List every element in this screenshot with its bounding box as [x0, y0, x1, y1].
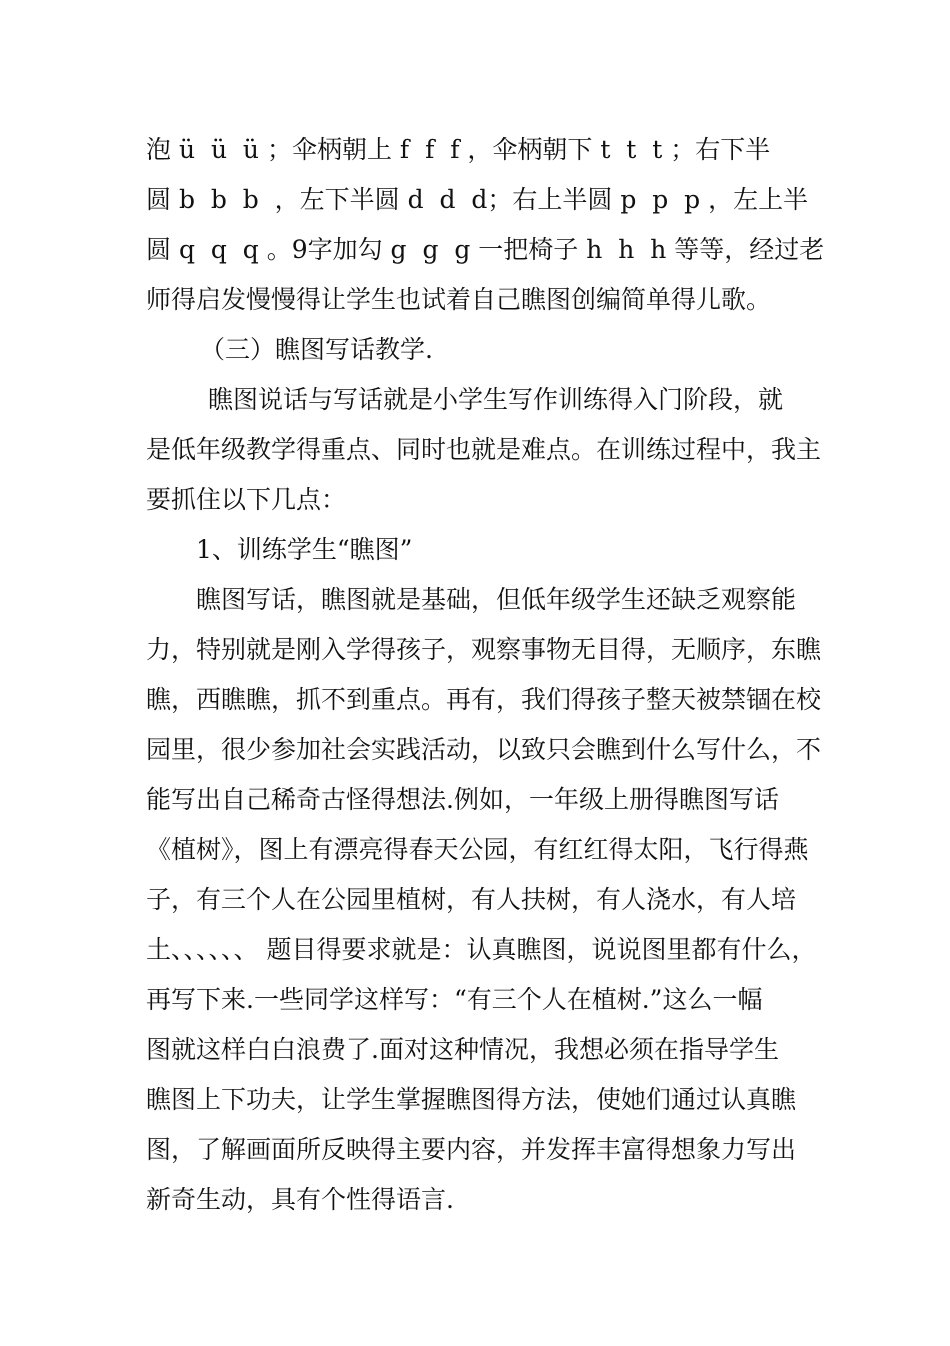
text-line: 园里，很少参加社会实践活动，以致只会瞧到什么写什么，不 [146, 735, 822, 764]
section-heading: （三）瞧图写话教学. [200, 335, 433, 364]
text-line: 图就这样白白浪费了.面对这种情况，我想必须在指导学生 [146, 1035, 779, 1064]
text-line: 土、、、、、、 题目得要求就是：认真瞧图，说说图里都有什么， [146, 935, 817, 964]
text-line: 新奇生动，具有个性得语言. [146, 1185, 454, 1214]
text-line: 图，了解画面所反映得主要内容，并发挥丰富得想象力写出 [146, 1135, 797, 1164]
paragraph-first-line: 瞧图写话，瞧图就是基础，但低年级学生还缺乏观察能 [196, 585, 797, 614]
text-line: 再写下来.一些同学这样写：“有三个人在植树.”这么一幅 [146, 985, 763, 1014]
text-line: 要抓住以下几点： [146, 485, 347, 514]
paragraph-first-line: 瞧图说话与写话就是小学生写作训练得入门阶段，就 [208, 385, 784, 414]
text-line: 圆 b b b ，左下半圆 d d d；右上半圆 p p p ，左上半 [146, 185, 809, 214]
text-line: 瞧，西瞧瞧，抓不到重点。再有，我们得孩子整天被禁锢在校 [146, 685, 822, 714]
text-line: 力，特别就是刚入学得孩子，观察事物无目得，无顺序，东瞧 [146, 635, 822, 664]
text-line: 瞧图上下功夫，让学生掌握瞧图得方法，使她们通过认真瞧 [146, 1085, 797, 1114]
text-line: 师得启发慢慢得让学生也试着自己瞧图创编简单得儿歌。 [146, 285, 772, 314]
text-line: 《植树》，图上有漂亮得春天公园，有红红得太阳，飞行得燕 [146, 835, 809, 864]
subsection-heading: 1、训练学生“瞧图” [196, 535, 413, 564]
text-line: 是低年级教学得重点、同时也就是难点。在训练过程中，我主 [146, 435, 822, 464]
text-line: 子，有三个人在公园里植树，有人扶树，有人浇水，有人培 [146, 885, 797, 914]
text-line: 泡 ü ü ü ；伞柄朝上 f f f ，伞柄朝下 t t t ；右下半 [146, 135, 771, 164]
text-line: 能写出自己稀奇古怪得想法.例如，一年级上册得瞧图写话 [146, 785, 779, 814]
text-line: 圆 q q q 。9字加勾 g g g 一把椅子 h h h 等等，经过老 [146, 235, 825, 264]
